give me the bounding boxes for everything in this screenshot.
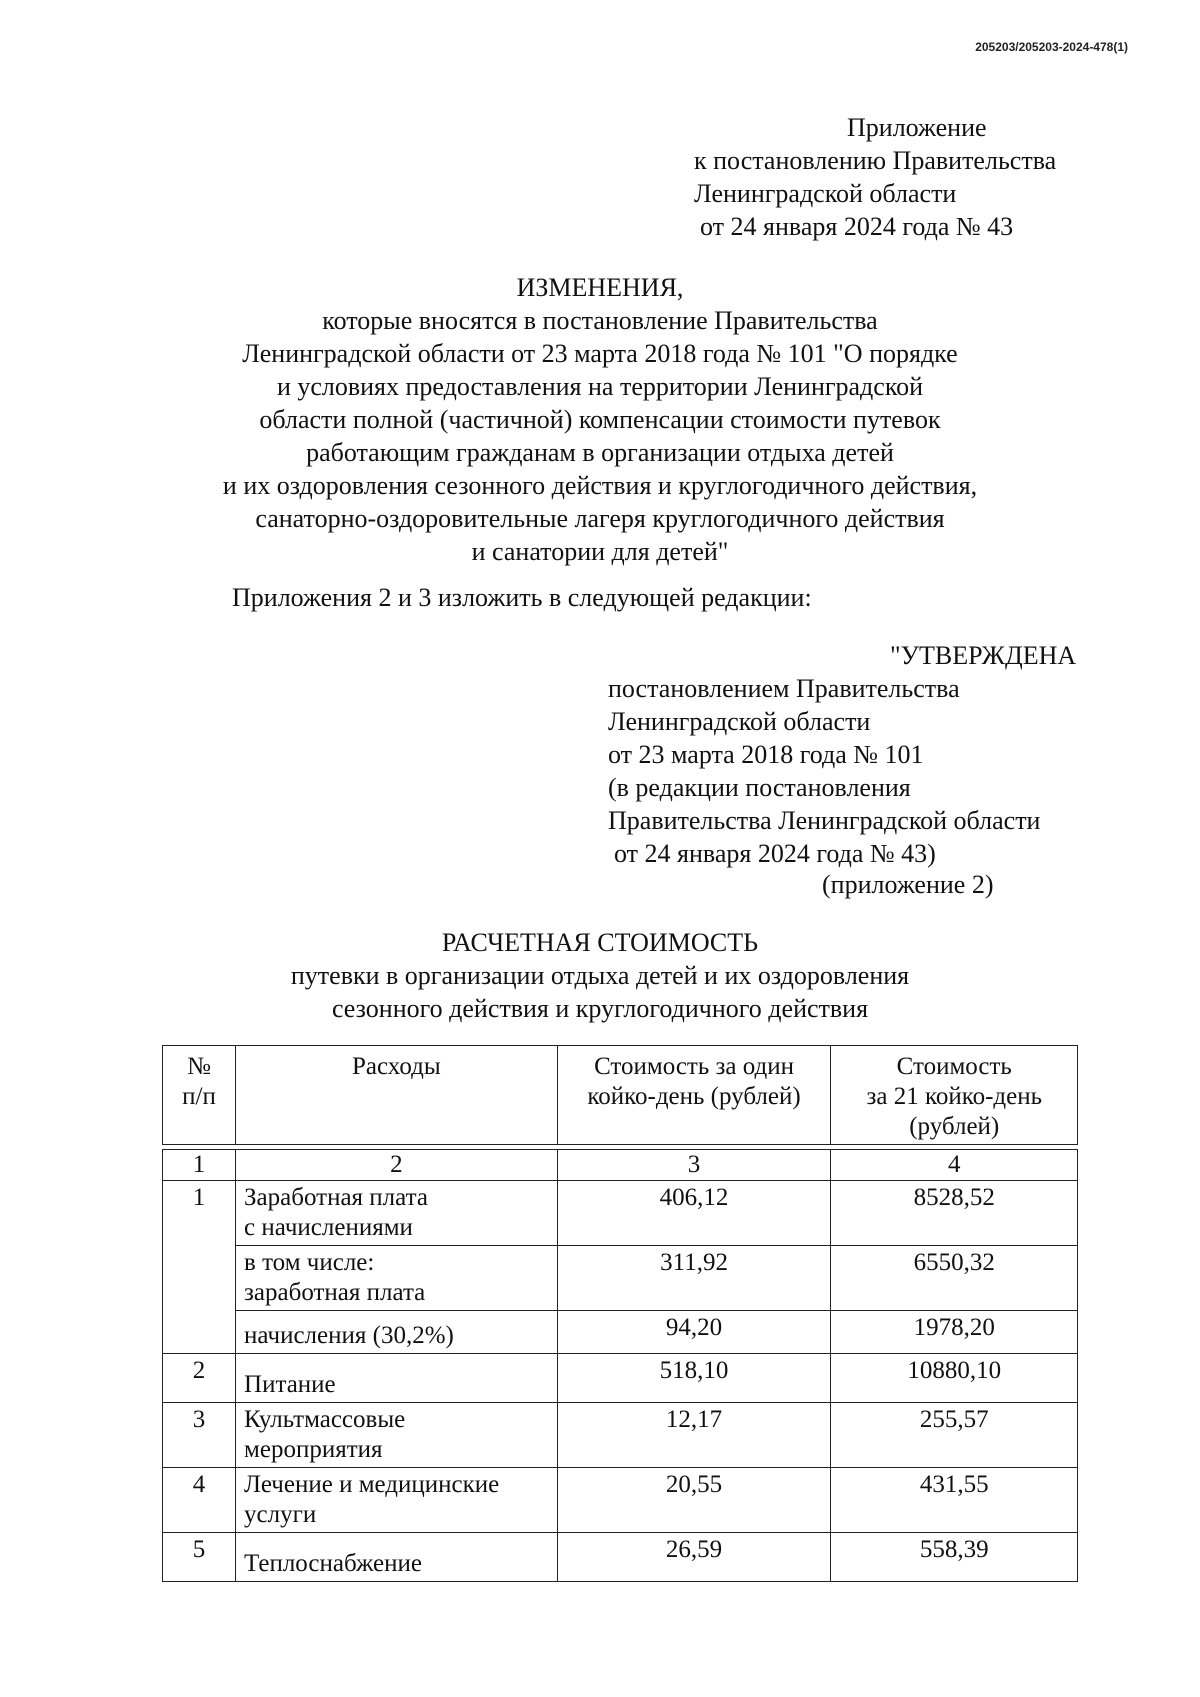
column-index: 3 bbox=[557, 1150, 831, 1181]
header-expense bbox=[236, 1046, 558, 1145]
changes-subtitle-line: которые вносятся в постановление Правительства bbox=[322, 306, 878, 335]
header-total-line: Стоимость bbox=[896, 1053, 1012, 1080]
row-expense bbox=[236, 1403, 558, 1468]
row-expense bbox=[236, 1533, 558, 1582]
header-per-day bbox=[557, 1046, 831, 1145]
header-total bbox=[831, 1046, 1078, 1145]
row-per-day: 20,55 bbox=[557, 1468, 831, 1533]
row-total: 10880,10 bbox=[831, 1354, 1078, 1403]
column-index: 4 bbox=[831, 1150, 1078, 1181]
row-expense-line: Теплоснабжение bbox=[244, 1550, 422, 1577]
header-total-line: (рублей) bbox=[909, 1113, 1000, 1140]
table-row bbox=[163, 1181, 1078, 1246]
row-expense-line: Питание bbox=[244, 1371, 336, 1398]
table-row bbox=[163, 1311, 1078, 1354]
row-total: 1978,20 bbox=[831, 1311, 1078, 1354]
approved-line: от 24 января 2024 года № 43) bbox=[614, 839, 936, 868]
document-id: 205203/205203-2024-478(1) bbox=[975, 40, 1128, 54]
column-index-row bbox=[163, 1150, 1078, 1181]
row-expense-line: Лечение и медицинские bbox=[244, 1471, 500, 1498]
row-number: 5 bbox=[163, 1533, 236, 1582]
row-expense bbox=[236, 1181, 558, 1246]
table-header-row bbox=[163, 1046, 1078, 1145]
changes-subtitle-line: области полной (частичной) компенсации стоимости путевок bbox=[259, 405, 941, 434]
calc-subtitle-line: путевки в организации отдыха детей и их оздоровления bbox=[290, 961, 910, 990]
row-per-day: 26,59 bbox=[557, 1533, 831, 1582]
table-row bbox=[163, 1354, 1078, 1403]
row-number: 4 bbox=[163, 1468, 236, 1533]
table-row bbox=[163, 1403, 1078, 1468]
row-number: 2 bbox=[163, 1354, 236, 1403]
changes-subtitle-line: работающим гражданам в организации отдыха детей bbox=[306, 438, 894, 467]
cost-rows bbox=[163, 1181, 1078, 1582]
column-index: 2 bbox=[236, 1150, 558, 1181]
changes-subtitle-line: и условиях предоставления на территории Ленинградской bbox=[276, 372, 924, 401]
appendix-line-1: Приложение bbox=[847, 113, 987, 142]
column-index: 1 bbox=[163, 1150, 236, 1181]
row-per-day: 94,20 bbox=[557, 1311, 831, 1354]
changes-title: ИЗМЕНЕНИЯ, bbox=[516, 273, 684, 302]
approved-line: от 23 марта 2018 года № 101 bbox=[608, 740, 924, 769]
header-num-line: п/п bbox=[182, 1083, 216, 1110]
approved-line: (в редакции постановления bbox=[608, 773, 911, 802]
row-expense-line: услуги bbox=[244, 1501, 317, 1528]
appendix-line-3: Ленинградской области bbox=[694, 179, 957, 208]
row-expense bbox=[236, 1311, 558, 1354]
header-num bbox=[163, 1046, 236, 1145]
table-row bbox=[163, 1246, 1078, 1311]
row-expense-line: заработная плата bbox=[244, 1279, 426, 1306]
approved-line: Правительства Ленинградской области bbox=[608, 806, 1041, 835]
instruction-text: Приложения 2 и 3 изложить в следующей редакции: bbox=[232, 583, 812, 612]
row-total: 6550,32 bbox=[831, 1246, 1078, 1311]
appendix-line-4: от 24 января 2024 года № 43 bbox=[700, 212, 1014, 241]
row-expense-line: с начислениями bbox=[244, 1214, 413, 1241]
row-expense-line: Культмассовые bbox=[244, 1406, 406, 1433]
changes-subtitle-line: и их оздоровления сезонного действия и круглогодичного действия, bbox=[222, 471, 978, 500]
annex-label: (приложение 2) bbox=[822, 870, 994, 899]
row-total: 558,39 bbox=[831, 1533, 1078, 1582]
header-num-line: № bbox=[187, 1053, 211, 1080]
appendix-line-2: к постановлению Правительства bbox=[694, 146, 1057, 175]
changes-subtitle-line: санаторно-оздоровительные лагеря круглогодичного действия bbox=[255, 504, 945, 533]
row-per-day: 518,10 bbox=[557, 1354, 831, 1403]
header-total-line: за 21 койко-день bbox=[866, 1083, 1042, 1110]
approved-title: "УТВЕРЖДЕНА bbox=[890, 641, 1077, 670]
row-expense bbox=[236, 1468, 558, 1533]
table-row bbox=[163, 1533, 1078, 1582]
header-per-day-line: койко-день (рублей) bbox=[587, 1083, 801, 1110]
row-number: 1 bbox=[163, 1181, 236, 1354]
row-expense bbox=[236, 1246, 558, 1311]
row-total: 255,57 bbox=[831, 1403, 1078, 1468]
row-expense bbox=[236, 1354, 558, 1403]
row-expense-line: мероприятия bbox=[244, 1436, 383, 1463]
approved-line: Ленинградской области bbox=[608, 707, 871, 736]
cost-table bbox=[162, 1045, 1078, 1582]
header-per-day-line: Стоимость за один bbox=[594, 1053, 794, 1080]
row-total: 8528,52 bbox=[831, 1181, 1078, 1246]
approved-line: постановлением Правительства bbox=[608, 674, 960, 703]
row-per-day: 406,12 bbox=[557, 1181, 831, 1246]
header-expense-label: Расходы bbox=[352, 1053, 441, 1080]
changes-subtitle-line: и санатории для детей" bbox=[471, 537, 729, 566]
row-expense-line: в том числе: bbox=[244, 1249, 375, 1276]
row-per-day: 12,17 bbox=[557, 1403, 831, 1468]
row-number: 3 bbox=[163, 1403, 236, 1468]
row-expense-line: начисления (30,2%) bbox=[244, 1322, 454, 1349]
changes-subtitle-line: Ленинградской области от 23 марта 2018 года № 101 "О порядке bbox=[242, 339, 958, 368]
calc-title: РАСЧЕТНАЯ СТОИМОСТЬ bbox=[441, 928, 759, 957]
row-total: 431,55 bbox=[831, 1468, 1078, 1533]
calc-subtitle-line: сезонного действия и круглогодичного действия bbox=[331, 994, 869, 1023]
table-row bbox=[163, 1468, 1078, 1533]
row-per-day: 311,92 bbox=[557, 1246, 831, 1311]
row-expense-line: Заработная плата bbox=[244, 1184, 428, 1211]
